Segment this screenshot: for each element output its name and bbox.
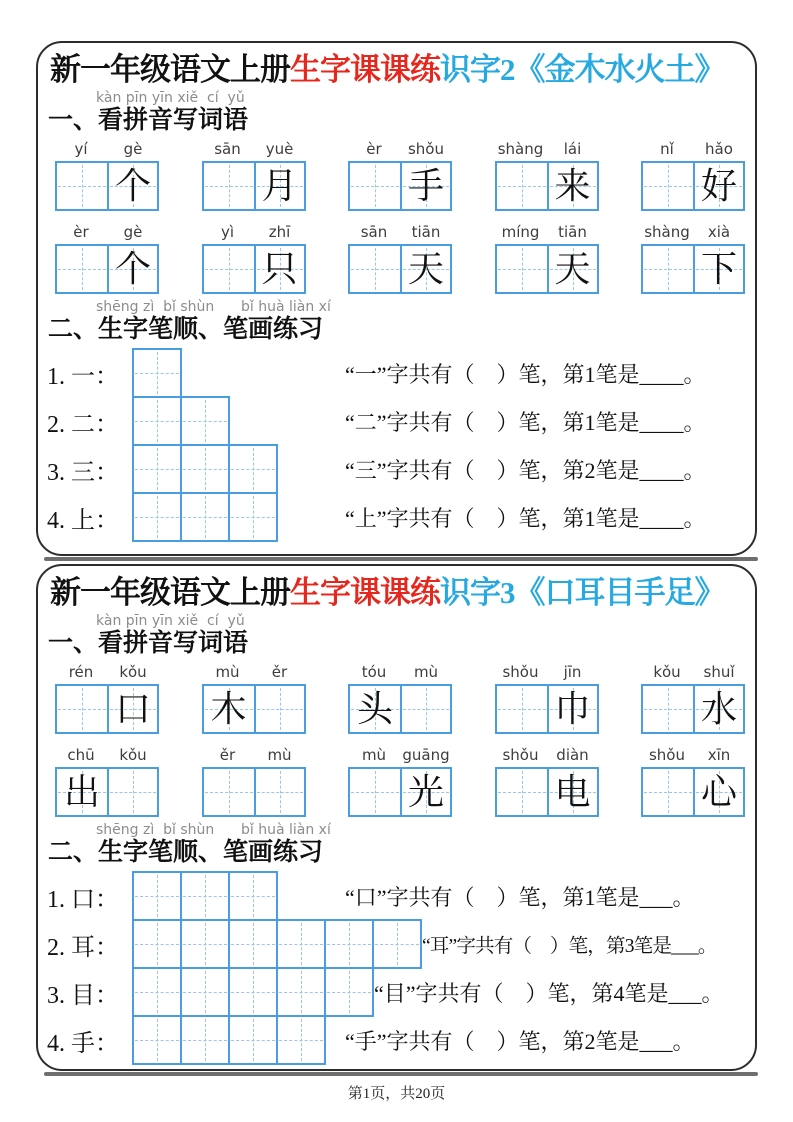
item-question: “目”字共有（ ）笔，第4笔是___。 xyxy=(374,980,724,1006)
word-unit xyxy=(55,223,159,294)
pinyin-syllable: shàng xyxy=(497,139,544,158)
word-unit xyxy=(55,746,159,817)
grid-cell xyxy=(400,246,450,292)
pinyin-syllable: tiān xyxy=(411,222,441,241)
pinyin-syllable: èr xyxy=(73,222,89,241)
word-unit xyxy=(202,223,306,294)
grid-cell xyxy=(693,686,743,732)
character-grid-pair xyxy=(55,161,159,211)
character-grid-pair xyxy=(55,684,159,734)
pinyin-syllable: tóu xyxy=(361,662,387,681)
pinyin-label xyxy=(641,223,745,244)
grid-cell xyxy=(204,163,254,209)
grid-cell xyxy=(693,246,743,292)
item-question: “上”字共有（ ）笔，第1笔是____。 xyxy=(345,505,706,531)
written-character: 水 xyxy=(700,688,737,729)
pinyin-syllable: lái xyxy=(563,139,582,158)
grid-cell xyxy=(350,686,400,732)
written-character: 天 xyxy=(407,248,444,289)
grid-cell xyxy=(547,686,597,732)
practice-items xyxy=(47,871,755,1065)
practice-grid-box xyxy=(324,967,374,1017)
pinyin-label xyxy=(55,223,159,244)
pinyin-syllable: gè xyxy=(123,222,143,241)
grid-cell xyxy=(497,163,547,209)
pinyin-syllable: míng xyxy=(501,222,540,241)
practice-grid-box xyxy=(372,919,422,969)
word-unit xyxy=(495,663,599,734)
practice-grid-box xyxy=(132,919,182,969)
item-question: “三”字共有（ ）笔，第2笔是____。 xyxy=(345,457,706,483)
practice-item-row xyxy=(47,871,755,921)
title-book-part: 新一年级语文上册 xyxy=(50,575,290,610)
practice-item-row xyxy=(47,967,755,1017)
word-unit xyxy=(348,223,452,294)
word-row xyxy=(55,746,745,817)
grid-cell xyxy=(204,769,254,815)
word-unit xyxy=(641,663,745,734)
pinyin-label xyxy=(641,140,745,161)
stroke-practice-boxes xyxy=(132,444,345,494)
pinyin-syllable: kǒu xyxy=(653,662,681,681)
grid-cell xyxy=(400,686,450,732)
practice-grid-box xyxy=(180,871,230,921)
character-grid-pair xyxy=(348,244,452,294)
section1-heading: 一、看拼音写词语 xyxy=(48,629,249,657)
written-character: 心 xyxy=(700,771,737,812)
character-grid-pair xyxy=(495,161,599,211)
grid-cell xyxy=(107,246,157,292)
written-character: 出 xyxy=(63,771,100,812)
word-unit xyxy=(55,663,159,734)
written-character: 好 xyxy=(700,165,737,206)
pinyin-syllable: shuǐ xyxy=(703,662,735,681)
practice-item-row xyxy=(47,348,755,398)
practice-items xyxy=(47,348,755,542)
written-character: 电 xyxy=(554,771,591,812)
stroke-practice-boxes xyxy=(132,348,345,398)
stroke-practice-boxes xyxy=(132,871,345,921)
grid-cell xyxy=(497,769,547,815)
item-question: “二”字共有（ ）笔，第1笔是____。 xyxy=(345,409,706,435)
practice-grid-box xyxy=(276,1015,326,1065)
character-grid-pair xyxy=(641,161,745,211)
pinyin-syllable: diàn xyxy=(556,745,589,764)
grid-cell xyxy=(350,163,400,209)
word-unit xyxy=(495,140,599,211)
grid-cell xyxy=(57,246,107,292)
pinyin-label xyxy=(495,663,599,684)
stroke-practice-boxes xyxy=(132,396,345,446)
pinyin-label xyxy=(202,140,306,161)
practice-grid-box xyxy=(228,444,278,494)
practice-grid-box xyxy=(132,871,182,921)
character-grid-pair xyxy=(495,244,599,294)
written-character: 个 xyxy=(114,165,151,206)
word-unit xyxy=(202,663,306,734)
pinyin-syllable: mù xyxy=(413,662,439,681)
pinyin-syllable: xià xyxy=(707,222,731,241)
pinyin-syllable: mù xyxy=(267,745,292,764)
practice-grid-box xyxy=(324,919,374,969)
section1-pinyin: kàn pīn yīn xiě cí yǔ xyxy=(96,612,245,629)
item-question: “手”字共有（ ）笔，第2笔是___。 xyxy=(345,1028,695,1054)
pinyin-label xyxy=(641,746,745,767)
practice-grid-box xyxy=(180,919,230,969)
item-question: “口”字共有（ ）笔，第1笔是___。 xyxy=(345,884,695,910)
practice-grid-box xyxy=(228,871,278,921)
grid-cell xyxy=(547,769,597,815)
grid-cell xyxy=(57,686,107,732)
pinyin-syllable: chū xyxy=(67,745,95,764)
written-character: 来 xyxy=(554,165,591,206)
written-character: 口 xyxy=(114,688,151,729)
stroke-practice-boxes xyxy=(132,1015,345,1065)
pinyin-syllable: mù xyxy=(361,745,387,764)
grid-cell xyxy=(643,686,693,732)
grid-cell xyxy=(254,769,304,815)
section2-heading: 二、生字笔顺、笔画练习 xyxy=(48,839,324,867)
worksheet-panel xyxy=(36,41,757,556)
pinyin-label xyxy=(495,223,599,244)
practice-grid-box xyxy=(180,492,230,542)
pinyin-syllable: xīn xyxy=(707,745,731,764)
written-character: 天 xyxy=(554,248,591,289)
word-unit xyxy=(641,746,745,817)
worksheet-panel xyxy=(36,564,757,1071)
title-series-part: 生字课课练 xyxy=(290,52,440,87)
word-unit xyxy=(495,746,599,817)
pinyin-syllable: zhī xyxy=(268,222,291,241)
pinyin-label xyxy=(348,140,452,161)
grid-cell xyxy=(57,769,107,815)
title-book-part: 新一年级语文上册 xyxy=(50,52,290,87)
word-row xyxy=(55,663,745,734)
practice-grid-box xyxy=(132,967,182,1017)
pinyin-syllable: ěr xyxy=(271,662,288,681)
practice-grid-box xyxy=(132,492,182,542)
written-character: 只 xyxy=(261,248,298,289)
practice-grid-box xyxy=(180,967,230,1017)
practice-grid-box xyxy=(180,444,230,494)
pinyin-label xyxy=(202,746,306,767)
section2-pinyin: shēng zì bǐ shùn bǐ huà liàn xí xyxy=(96,821,331,838)
character-grid-pair xyxy=(495,684,599,734)
practice-item-row xyxy=(47,919,755,969)
pinyin-label xyxy=(495,140,599,161)
character-grid-pair xyxy=(641,767,745,817)
word-unit xyxy=(202,746,306,817)
panel-title xyxy=(50,575,755,612)
grid-cell xyxy=(350,769,400,815)
pinyin-syllable: yuè xyxy=(265,139,294,158)
panel-title xyxy=(50,52,755,89)
character-grid-pair xyxy=(641,244,745,294)
practice-grid-box xyxy=(276,967,326,1017)
grid-cell xyxy=(254,163,304,209)
character-grid-pair xyxy=(202,767,306,817)
grid-cell xyxy=(350,246,400,292)
pinyin-label xyxy=(202,663,306,684)
pinyin-syllable: yì xyxy=(220,222,235,241)
grid-cell xyxy=(547,163,597,209)
pinyin-label xyxy=(202,223,306,244)
pinyin-syllable: shǒu xyxy=(502,662,539,681)
section2-heading: 二、生字笔顺、笔画练习 xyxy=(48,316,324,344)
pinyin-syllable: sān xyxy=(360,222,388,241)
character-grid-pair xyxy=(348,684,452,734)
character-grid-pair xyxy=(495,767,599,817)
character-grid-pair xyxy=(55,244,159,294)
grid-cell xyxy=(57,163,107,209)
pinyin-syllable: kǒu xyxy=(119,745,147,764)
word-unit xyxy=(348,663,452,734)
grid-cell xyxy=(497,686,547,732)
character-grid-pair xyxy=(202,244,306,294)
item-label: 1. 一： xyxy=(47,363,119,390)
character-grid-pair xyxy=(202,161,306,211)
grid-cell xyxy=(254,686,304,732)
practice-grid-box xyxy=(132,444,182,494)
written-character: 手 xyxy=(407,165,444,206)
pinyin-syllable: jīn xyxy=(563,662,582,681)
pinyin-syllable: gè xyxy=(123,139,143,158)
grid-cell xyxy=(107,163,157,209)
pinyin-syllable: tiān xyxy=(558,222,587,241)
pinyin-syllable: nǐ xyxy=(660,139,674,158)
word-unit xyxy=(641,140,745,211)
pinyin-label xyxy=(55,746,159,767)
word-unit xyxy=(495,223,599,294)
item-label: 2. 二： xyxy=(47,411,119,438)
written-character: 下 xyxy=(700,248,737,289)
grid-cell xyxy=(400,163,450,209)
practice-grid-box xyxy=(276,919,326,969)
character-grid-pair xyxy=(641,684,745,734)
character-grid-pair xyxy=(202,684,306,734)
pinyin-label xyxy=(348,663,452,684)
word-unit xyxy=(348,140,452,211)
stroke-practice-boxes xyxy=(132,492,345,542)
pinyin-syllable: mù xyxy=(215,662,240,681)
word-unit xyxy=(641,223,745,294)
item-question: “耳”字共有（ ）笔，第3笔是___。 xyxy=(422,936,717,958)
written-character: 个 xyxy=(114,248,151,289)
pinyin-syllable: ěr xyxy=(219,745,236,764)
grid-cell xyxy=(643,246,693,292)
practice-grid-box xyxy=(132,348,182,398)
practice-grid-box xyxy=(180,1015,230,1065)
written-character: 光 xyxy=(407,771,444,812)
section1-pinyin: kàn pīn yīn xiě cí yǔ xyxy=(96,89,245,106)
practice-item-row xyxy=(47,444,755,494)
character-grid-pair xyxy=(348,161,452,211)
pinyin-label xyxy=(55,663,159,684)
pinyin-syllable: shǒu xyxy=(502,745,539,764)
character-grid-pair xyxy=(55,767,159,817)
practice-item-row xyxy=(47,1015,755,1065)
pinyin-label xyxy=(495,746,599,767)
pinyin-syllable: sān xyxy=(214,139,241,158)
pinyin-syllable: èr xyxy=(366,139,382,158)
pinyin-label xyxy=(55,140,159,161)
grid-cell xyxy=(254,246,304,292)
grid-cell xyxy=(547,246,597,292)
section2-pinyin: shēng zì bǐ shùn bǐ huà liàn xí xyxy=(96,298,331,315)
section1-heading: 一、看拼音写词语 xyxy=(48,106,249,134)
item-question: “一”字共有（ ）笔，第1笔是____。 xyxy=(345,361,706,387)
pinyin-syllable: shàng xyxy=(644,222,690,241)
pinyin-syllable: rén xyxy=(68,662,94,681)
practice-grid-box xyxy=(228,919,278,969)
practice-grid-box xyxy=(132,396,182,446)
practice-grid-box xyxy=(180,396,230,446)
pinyin-label xyxy=(348,223,452,244)
page-footer: 第1页，共20页 xyxy=(347,1086,446,1102)
practice-grid-box xyxy=(228,492,278,542)
practice-item-row xyxy=(47,396,755,446)
title-lesson-part: 识字2《金木水火土》 xyxy=(440,52,725,87)
grid-cell xyxy=(693,769,743,815)
word-row xyxy=(55,140,745,211)
written-character: 巾 xyxy=(554,688,591,729)
pinyin-syllable: hǎo xyxy=(705,139,733,158)
grid-cell xyxy=(107,769,157,815)
written-character: 月 xyxy=(261,165,298,206)
word-row xyxy=(55,223,745,294)
pinyin-syllable: shǒu xyxy=(648,745,685,764)
item-label: 2. 耳： xyxy=(47,934,119,961)
grid-cell xyxy=(204,686,254,732)
item-label: 4. 上： xyxy=(47,507,119,534)
character-grid-pair xyxy=(348,767,452,817)
item-label: 3. 目： xyxy=(47,982,119,1009)
item-label: 1. 口： xyxy=(47,886,119,913)
pinyin-label xyxy=(641,663,745,684)
item-label: 4. 手： xyxy=(47,1030,119,1057)
grid-cell xyxy=(497,246,547,292)
pinyin-syllable: shǒu xyxy=(407,139,444,158)
pinyin-syllable: yí xyxy=(74,139,88,158)
stroke-practice-boxes xyxy=(132,919,422,969)
word-unit xyxy=(348,746,452,817)
title-lesson-part: 识字3《口耳目手足》 xyxy=(440,575,725,610)
title-series-part: 生字课课练 xyxy=(290,575,440,610)
word-unit xyxy=(202,140,306,211)
practice-grid-box xyxy=(228,1015,278,1065)
grid-cell xyxy=(643,163,693,209)
pinyin-syllable: guāng xyxy=(402,745,450,764)
item-label: 3. 三： xyxy=(47,459,119,486)
written-character: 木 xyxy=(210,688,247,729)
grid-cell xyxy=(693,163,743,209)
written-character: 头 xyxy=(356,688,393,729)
grid-cell xyxy=(643,769,693,815)
stroke-practice-boxes xyxy=(132,967,374,1017)
grid-cell xyxy=(400,769,450,815)
pinyin-label xyxy=(348,746,452,767)
grid-cell xyxy=(107,686,157,732)
word-unit xyxy=(55,140,159,211)
pinyin-syllable: kǒu xyxy=(119,662,147,681)
grid-cell xyxy=(204,246,254,292)
practice-item-row xyxy=(47,492,755,542)
practice-grid-box xyxy=(228,967,278,1017)
practice-grid-box xyxy=(132,1015,182,1065)
